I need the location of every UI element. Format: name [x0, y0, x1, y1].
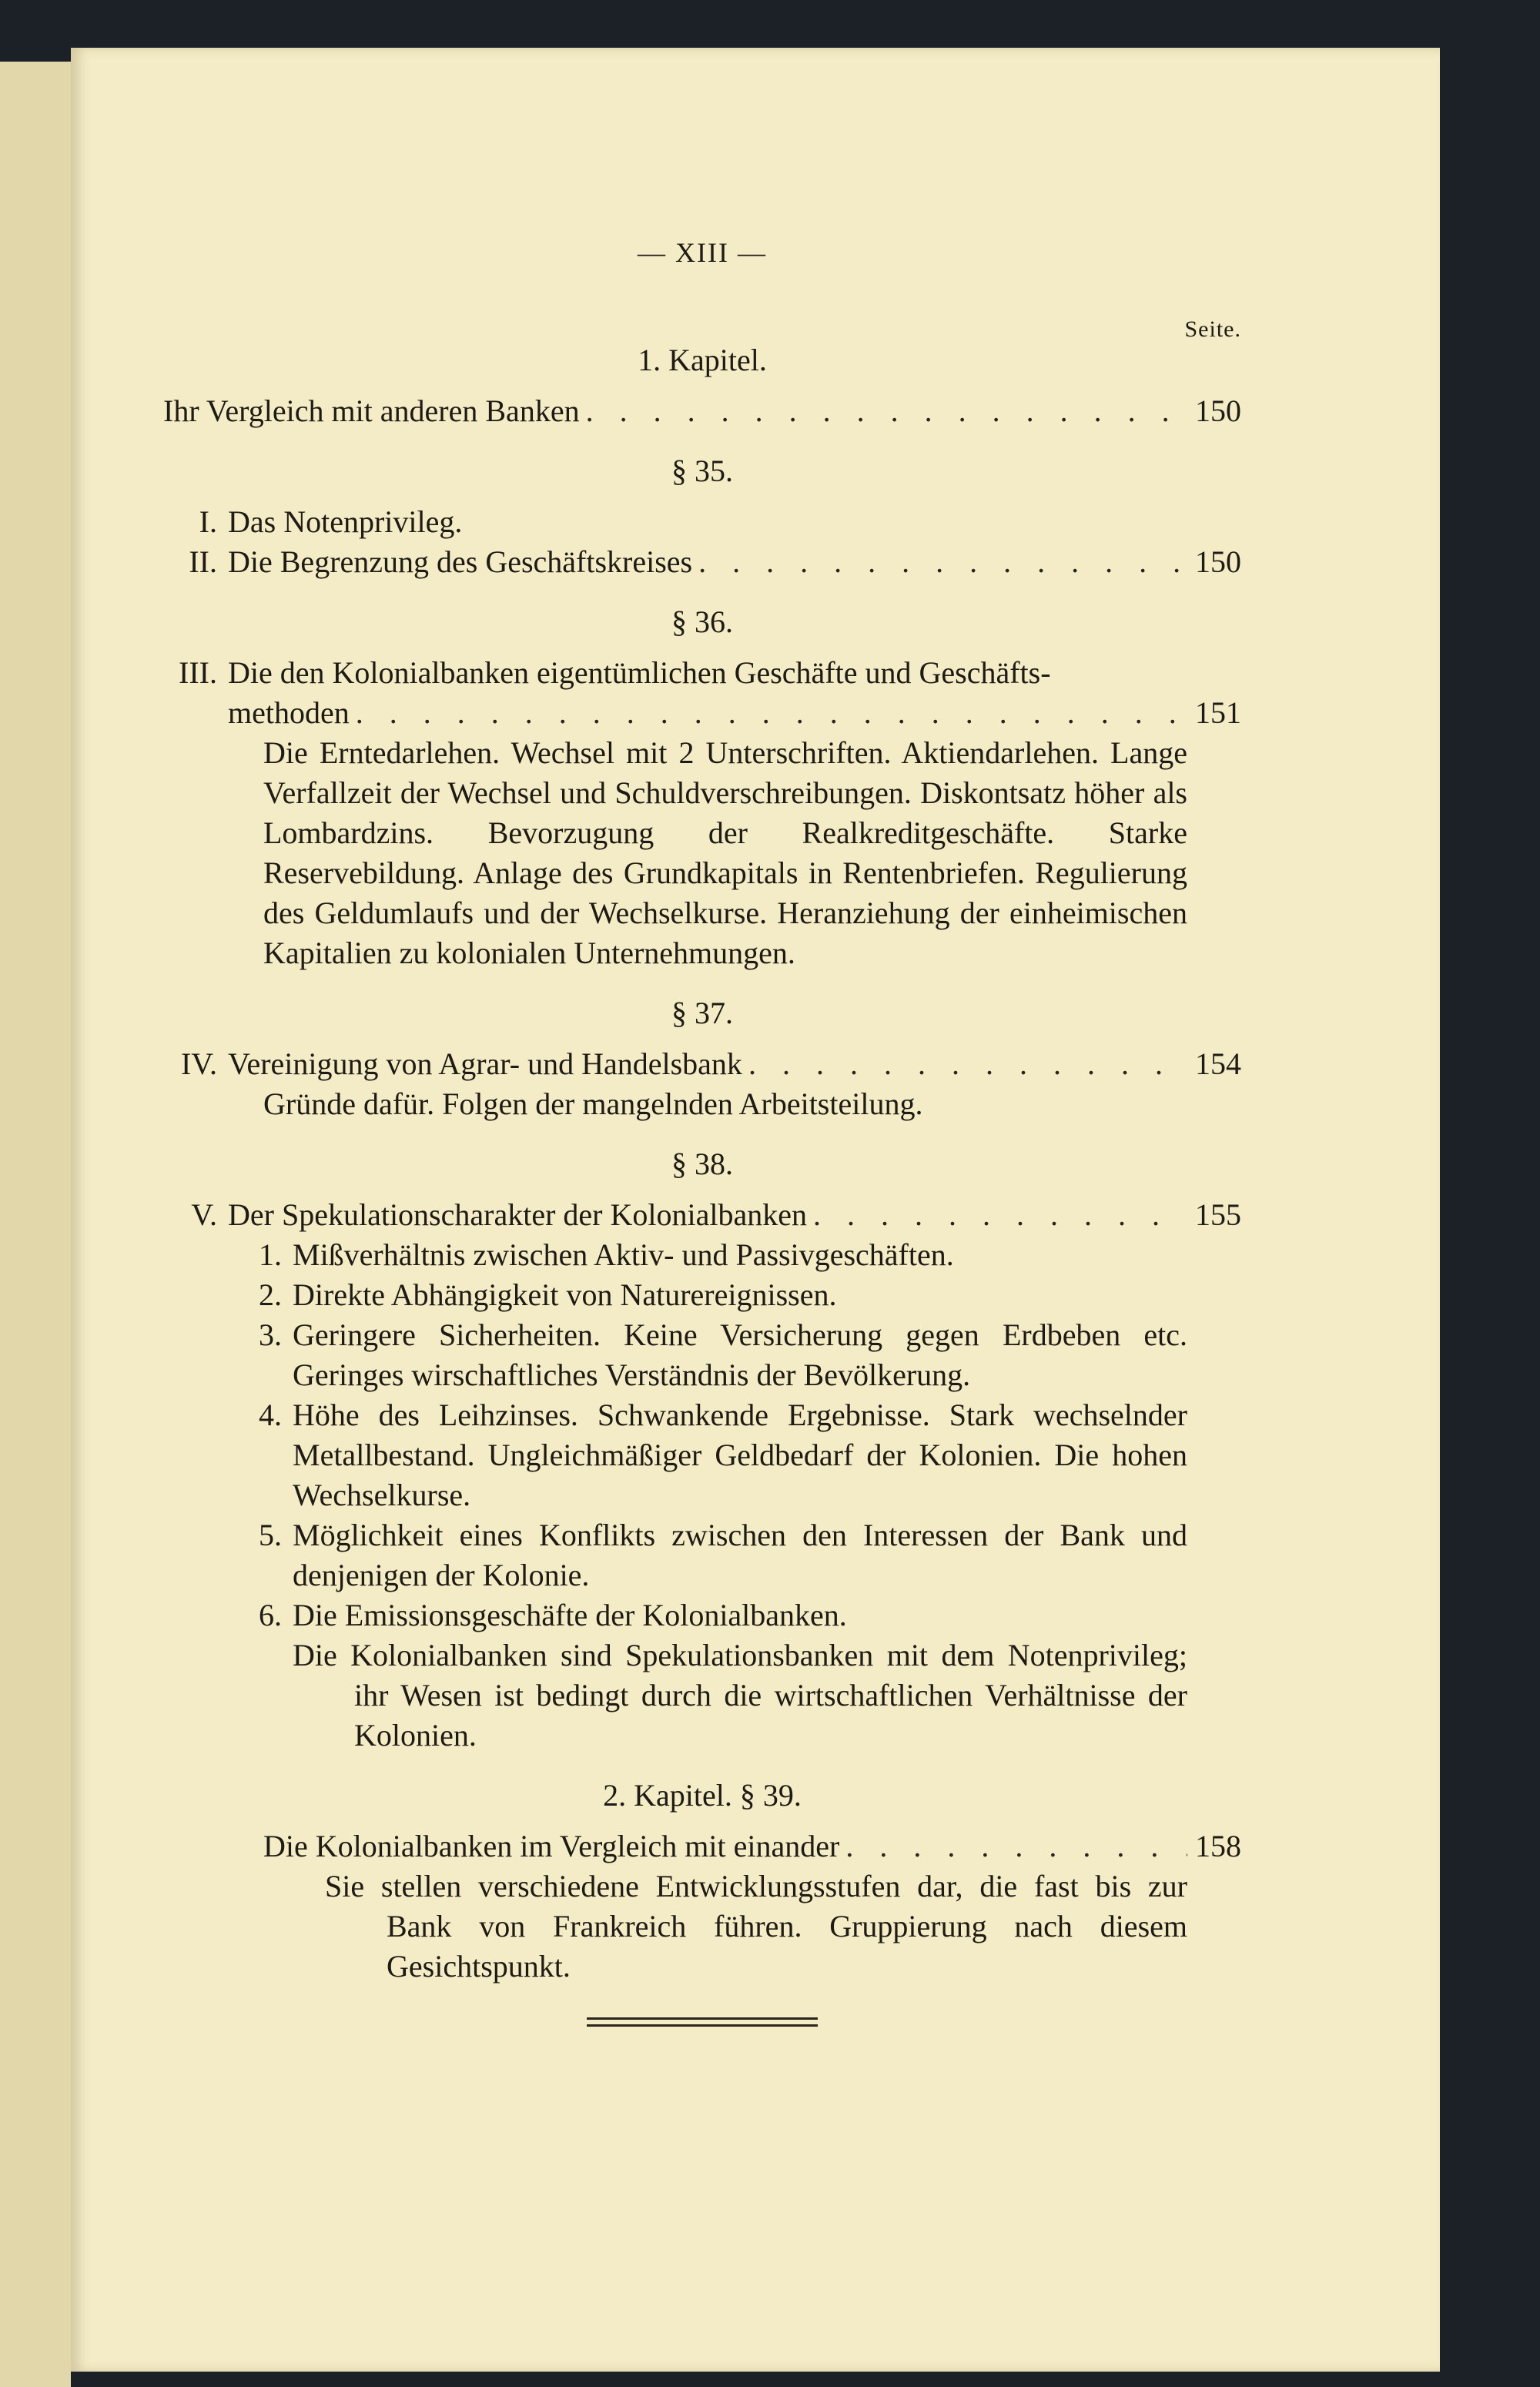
- toc-desc-39: Sie stellen verschiedene Entwicklungsstufen dar, die fast bis zur Bank von Frankreich führen. Gruppierung nach diesem Gesichtspunkt.: [325, 1869, 1187, 1984]
- toc-desc-III: Die Erntedarlehen. Wechsel mit 2 Unterschriften. Aktiendarlehen. Lange Verfallzeit der Wechsel und Schuldverschreibungen. Diskontsatz höher als Lombardzins. Bevorzugung der Realkreditgeschäfte. Starke Reservebildung. Anlage des Grundkapitals in Rentenbriefen. Regulierung des Geldumlaufs und der Wechselkurse. Heranziehung der einheimischen Kapitalien zu kolonialen Unternehmungen.: [263, 735, 1187, 970]
- toc-entry-V: V. Der Spekulationscharakter der Kolonialbanken . . . 155: [163, 1195, 1241, 1235]
- toc-desc-IV: Gründe dafür. Folgen der mangelnden Arbeitsteilung.: [263, 1086, 923, 1121]
- chapter-heading-1: 1. Kapitel.: [638, 343, 767, 377]
- section-35: § 35.: [671, 454, 733, 488]
- list-item: 6. Die Emissionsgeschäfte der Kolonialbanken.: [259, 1598, 847, 1632]
- section-36: § 36.: [671, 604, 733, 639]
- toc-entry-vergleich: [163, 391, 1241, 431]
- toc-entry-I: I. Das Notenprivileg.: [199, 504, 463, 539]
- end-rule: [587, 2017, 818, 2027]
- toc-desc-6: Die Kolonialbanken sind Spekulationsbanken mit dem Notenprivileg; ihr Wesen ist bedingt durch die wirtschaftlichen Verhältnisse der Kolonien.: [293, 1638, 1187, 1753]
- book-page: [71, 48, 1440, 2372]
- toc-entry-III: III. Die den Kolonialbanken eigentümlichen Geschäfte und Geschäfts-: [179, 655, 1051, 690]
- running-head: — XIII —: [638, 237, 767, 268]
- left-page-edge: [0, 62, 71, 2387]
- entry-page: 150: [1195, 393, 1241, 428]
- toc-sub-items: [228, 1235, 1187, 1756]
- list-item: 5. Möglichkeit eines Konflikts zwischen den Interessen der Bank und denjenigen der Kolonie.: [259, 1518, 1187, 1592]
- section-38: § 38.: [671, 1147, 733, 1181]
- toc-entry-IV: IV. Vereinigung von Agrar- und Handelsbank . . . 154: [163, 1044, 1241, 1084]
- seite-label: Seite.: [1184, 316, 1241, 342]
- toc-content: — XIII — Seite. 1. Kapitel. Ihr Vergleich mit anderen Banken . . . 150 § 35. I. Das Notenprivileg. II. Die Begrenzung des Geschäftskreises . . . 150 § 36. III. Die den Kolonialbanken eigentümlichen Geschäfte und Geschäfts- methoden . . . 151 Die Erntedarlehen. Wechsel mit 2 Unterschriften. Aktiendarlehen. Lange Verfallzeit der Wechsel und Schuldverschreibungen. Diskontsatz höher als Lombardzins. Bevorzugung der Realkreditgeschäfte. Starke Reservebildung. Anlage des Grundkapitals in Rentenbriefen. Regulierung des Geldumlaufs und der Wechselkurse. Heranziehung der einheimischen Kapitalien zu kolonialen Unternehmungen. § 37. IV. Vereinigung von Agrar- und Handelsbank . . . 154 Gründe dafür. Folgen der mangelnden Arbeitsteilung. § 38. V. Der Spekulationscharakter der Kolonialbanken . . . 155 1. Mißverhältnis zwischen Aktiv- und Passivgeschäften. 2. Direkte Abhängigkeit von Naturereignissen. 3. Geringere Sicherheiten. Keine Versicherung gegen Erdbeben etc. Geringes wirschaftliches Verständnis der Bevölkerung. 4. Höhe des Leihzinses. Schwankende Ergebnisse. Stark wechselnder Metallbestand. Ungleichmäßiger Geldbedarf der Kolonien. Die hohen Wechselkurse. 5. Möglichkeit eines Konflikts zwischen den Interessen der Bank und denjenigen der Kolonie. 6. Die Emissionsgeschäfte der Kolonialbanken. Die Kolonialbanken sind Spekulationsbanken mit dem Notenprivileg; ihr Wesen ist bedingt durch die wirtschaftlichen Verhältnisse der Kolonien. 2. Kapitel. § 39. Die Kolonialbanken im Vergleich mit einander . . . 158 Sie stellen verschiedene Entwicklungsstufen dar, die fast bis zur Bank von Frankreich führen. Gruppierung nach diesem Gesichtspunkt.: [163, 233, 1241, 2027]
- section-37: § 37.: [671, 996, 733, 1030]
- toc-entry-39: Die Kolonialbanken im Vergleich mit einander . . . 158: [163, 1826, 1241, 1866]
- list-item: 4. Höhe des Leihzinses. Schwankende Ergebnisse. Stark wechselnder Metallbestand. Ungleichmäßiger Geldbedarf der Kolonien. Die hohen Wechselkurse.: [259, 1398, 1187, 1512]
- entry-text: Ihr Vergleich mit anderen Banken: [163, 393, 580, 428]
- toc-entry-II: II. Die Begrenzung des Geschäftskreises . . . 150: [163, 542, 1241, 582]
- list-item: 3. Geringere Sicherheiten. Keine Versicherung gegen Erdbeben etc. Geringes wirschaftliches Verständnis der Bevölkerung.: [259, 1317, 1187, 1392]
- list-item: 2. Direkte Abhängigkeit von Naturereignissen.: [259, 1277, 837, 1312]
- chapter-heading-2: 2. Kapitel. § 39.: [603, 1778, 802, 1813]
- list-item: 1. Mißverhältnis zwischen Aktiv- und Passivgeschäften.: [259, 1237, 954, 1272]
